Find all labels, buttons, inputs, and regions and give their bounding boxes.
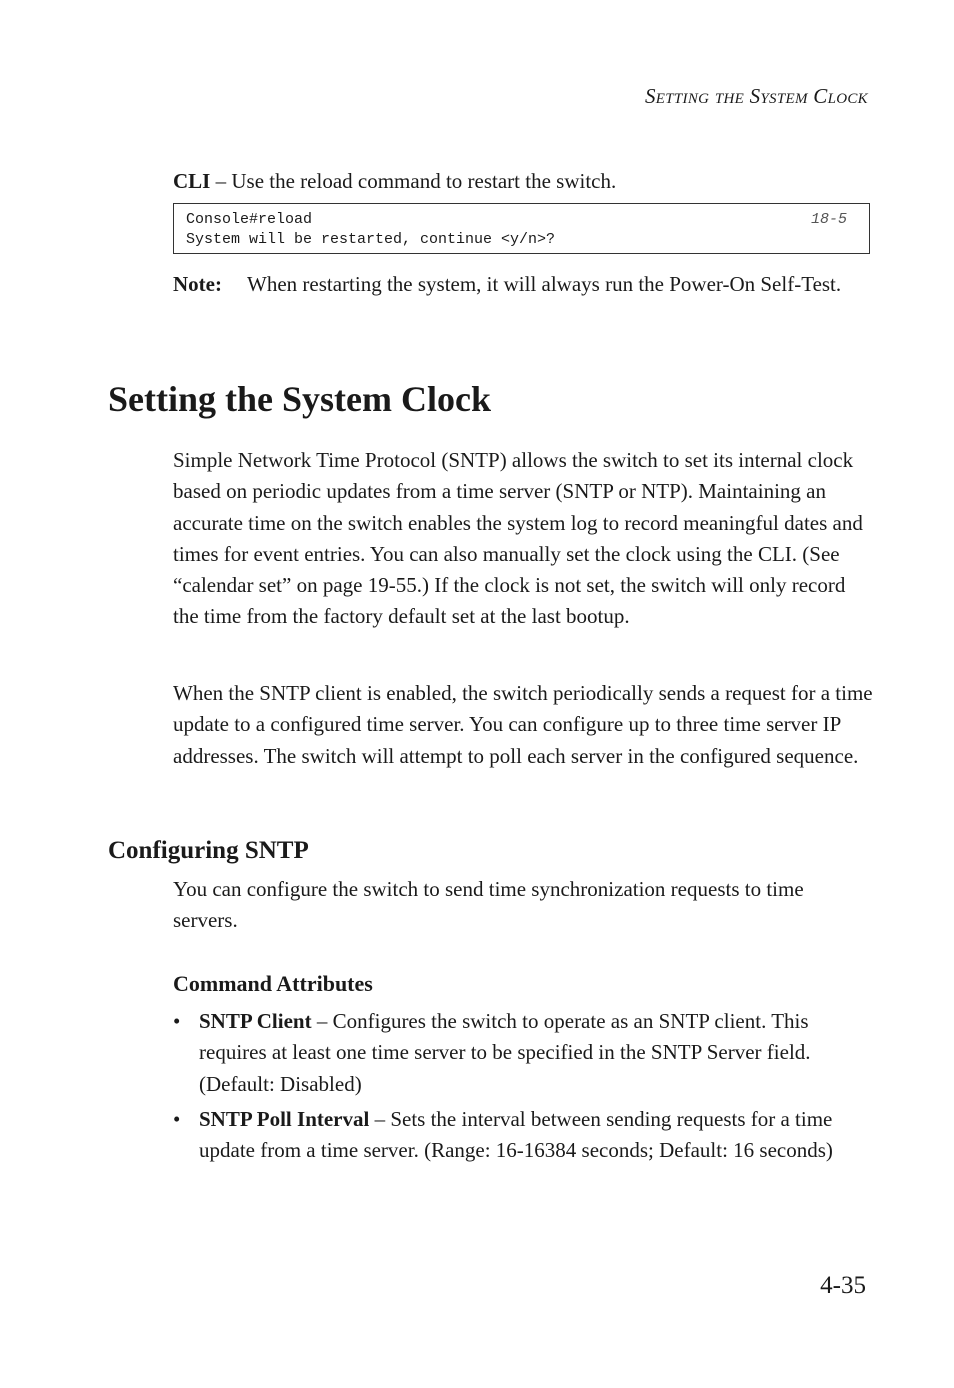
bullet-icon: • bbox=[173, 1009, 181, 1033]
code-page-reference: 18-5 bbox=[810, 211, 847, 228]
section-title: Setting the System Clock bbox=[108, 379, 491, 419]
running-header: Setting the System Clock bbox=[644, 84, 868, 108]
intro-paragraph: Simple Network Time Protocol (SNTP) allows the switch to set its internal clock based on periodic updates from a time server (SNTP or NTP). Maintaining an accurate time on the switch enables the system log to record meaningful dates and times for event entries. You can also manually set the clock using the CLI. (See “calendar set” on page 19-55.) If the clock is not set, the switch will only record the time from the factory default set at the last bootup. bbox=[173, 448, 863, 629]
attribute-description: – Configures the switch to operate as an SNTP client. This requires at least one time server to be specified in the SNTP Server field. (Default: Disabled) bbox=[199, 1009, 811, 1096]
attribute-term: SNTP Client bbox=[199, 1009, 312, 1033]
subsection-title: Configuring SNTP bbox=[108, 837, 309, 864]
cli-text: – Use the reload command to restart the switch. bbox=[210, 169, 617, 193]
code-line-text: Console#reload bbox=[186, 211, 313, 228]
cli-label: CLI bbox=[173, 169, 211, 193]
attribute-description: – Sets the interval between sending requests for a time update from a time server. (Range: 16-16384 seconds; Default: 16 seconds) bbox=[199, 1106, 833, 1163]
list-item bbox=[173, 1006, 873, 1100]
list-item bbox=[173, 1104, 873, 1167]
code-block bbox=[173, 203, 870, 254]
attribute-list bbox=[173, 1006, 873, 1170]
sntp-client-paragraph: When the SNTP client is enabled, the switch periodically sends a request for a time update to a configured time server. You can configure up to three time server IP addresses. The switch will attempt to poll each server in the configured sequence. bbox=[173, 681, 873, 768]
code-line bbox=[186, 230, 857, 250]
note-text: When restarting the system, it will always run the Power-On Self-Test. bbox=[247, 272, 842, 296]
attribute-term: SNTP Poll Interval bbox=[199, 1106, 370, 1131]
bullet-icon: • bbox=[173, 1106, 181, 1131]
page-number: 4-35 bbox=[820, 1272, 866, 1299]
code-line bbox=[186, 210, 857, 230]
cli-instruction bbox=[173, 166, 873, 197]
code-line-text: System will be restarted, continue <y/n>? bbox=[186, 230, 556, 248]
note-label: Note: bbox=[173, 272, 222, 296]
subsection-paragraph: You can configure the switch to send time synchronization requests to time servers. bbox=[173, 877, 804, 933]
command-attributes-heading: Command Attributes bbox=[173, 971, 373, 996]
